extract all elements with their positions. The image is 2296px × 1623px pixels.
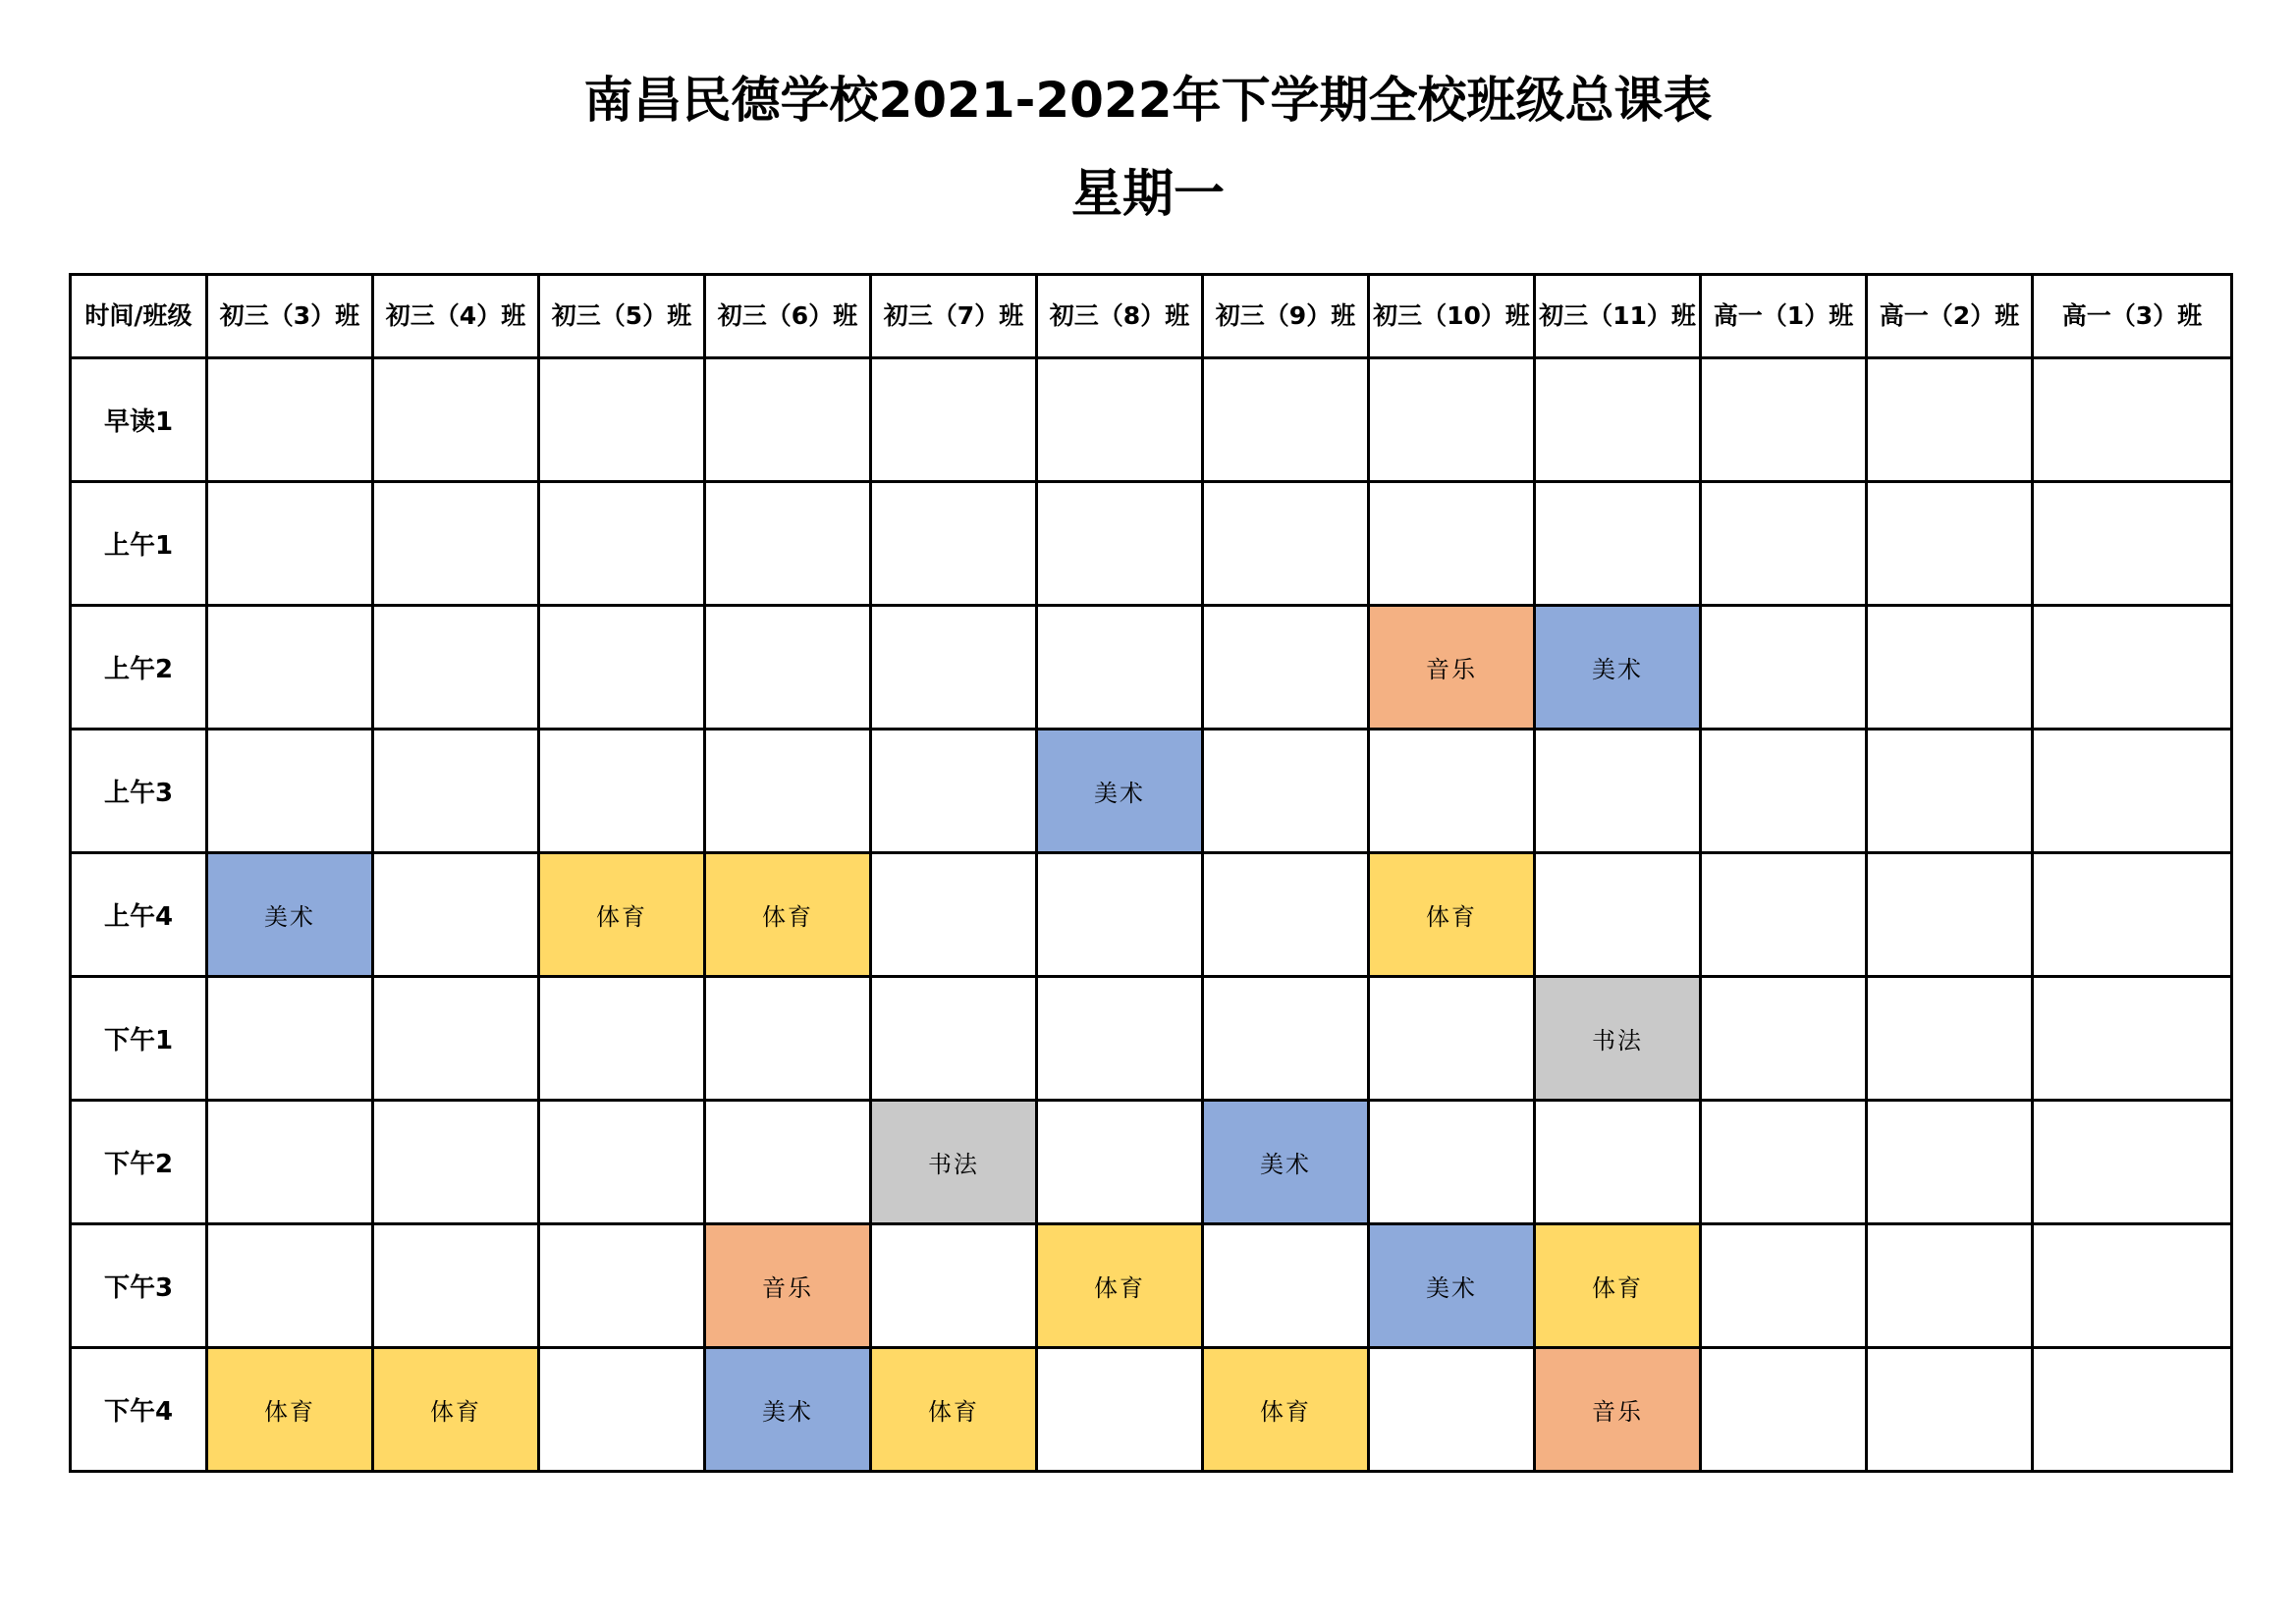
schedule-cell: 体育 — [705, 853, 871, 977]
corner-header: 时间/班级 — [71, 275, 207, 358]
schedule-cell — [1535, 358, 1701, 482]
period-label: 下午3 — [71, 1224, 207, 1348]
schedule-cell — [2033, 1348, 2232, 1472]
period-label: 下午1 — [71, 977, 207, 1101]
period-label: 上午1 — [71, 482, 207, 606]
schedule-cell — [207, 606, 373, 730]
schedule-cell — [539, 606, 705, 730]
schedule-cell — [373, 482, 539, 606]
schedule-cell — [705, 730, 871, 853]
schedule-cell — [1037, 1101, 1203, 1224]
period-row — [71, 1101, 2232, 1224]
schedule-cell — [871, 977, 1037, 1101]
schedule-cell — [1701, 1101, 1867, 1224]
schedule-cell — [871, 853, 1037, 977]
schedule-cell — [2033, 482, 2232, 606]
schedule-cell — [2033, 853, 2232, 977]
class-header: 高一（3）班 — [2033, 275, 2232, 358]
schedule-cell — [1701, 482, 1867, 606]
schedule-cell — [373, 730, 539, 853]
period-row — [71, 482, 2232, 606]
schedule-cell — [373, 358, 539, 482]
schedule-cell: 音乐 — [1535, 1348, 1701, 1472]
schedule-cell — [705, 606, 871, 730]
schedule-cell — [207, 358, 373, 482]
class-header: 初三（11）班 — [1535, 275, 1701, 358]
schedule-cell — [1037, 1348, 1203, 1472]
period-label: 上午3 — [71, 730, 207, 853]
schedule-cell: 美术 — [1037, 730, 1203, 853]
schedule-cell: 美术 — [1203, 1101, 1369, 1224]
schedule-cell — [207, 977, 373, 1101]
schedule-cell — [2033, 730, 2232, 853]
schedule-cell: 体育 — [1369, 853, 1535, 977]
schedule-cell: 体育 — [871, 1348, 1037, 1472]
schedule-cell — [1203, 358, 1369, 482]
class-header: 初三（4）班 — [373, 275, 539, 358]
header-row — [71, 275, 2232, 358]
schedule-cell — [1867, 1348, 2033, 1472]
schedule-cell — [1369, 482, 1535, 606]
schedule-cell: 美术 — [705, 1348, 871, 1472]
schedule-cell — [2033, 1101, 2232, 1224]
period-row — [71, 1348, 2232, 1472]
schedule-cell — [207, 482, 373, 606]
schedule-cell — [705, 977, 871, 1101]
schedule-cell — [539, 977, 705, 1101]
class-header: 初三（6）班 — [705, 275, 871, 358]
schedule-cell — [1701, 1224, 1867, 1348]
schedule-cell — [539, 482, 705, 606]
schedule-cell — [871, 1224, 1037, 1348]
schedule-cell: 书法 — [871, 1101, 1037, 1224]
schedule-cell: 体育 — [207, 1348, 373, 1472]
schedule-cell — [207, 730, 373, 853]
schedule-cell — [1701, 606, 1867, 730]
schedule-cell — [1535, 482, 1701, 606]
schedule-cell: 体育 — [1037, 1224, 1203, 1348]
period-row — [71, 853, 2232, 977]
schedule-cell: 体育 — [1203, 1348, 1369, 1472]
schedule-cell — [1867, 1101, 2033, 1224]
schedule-cell — [1867, 977, 2033, 1101]
schedule-cell — [1037, 606, 1203, 730]
schedule-cell — [1535, 730, 1701, 853]
schedule-cell — [373, 1101, 539, 1224]
schedule-cell — [2033, 977, 2232, 1101]
schedule-cell — [1701, 977, 1867, 1101]
schedule-cell — [539, 730, 705, 853]
schedule-cell — [1037, 853, 1203, 977]
schedule-cell — [2033, 606, 2232, 730]
timetable — [69, 273, 2233, 1473]
schedule-cell — [539, 358, 705, 482]
schedule-cell — [1203, 1224, 1369, 1348]
class-header: 高一（2）班 — [1867, 275, 2033, 358]
schedule-cell — [871, 358, 1037, 482]
class-header: 初三（5）班 — [539, 275, 705, 358]
class-header: 初三（7）班 — [871, 275, 1037, 358]
schedule-cell — [373, 606, 539, 730]
schedule-cell: 书法 — [1535, 977, 1701, 1101]
schedule-cell — [1701, 853, 1867, 977]
schedule-cell — [1535, 1101, 1701, 1224]
schedule-cell — [1203, 853, 1369, 977]
schedule-cell — [1867, 606, 2033, 730]
schedule-cell: 音乐 — [1369, 606, 1535, 730]
schedule-cell — [705, 358, 871, 482]
class-header: 初三（8）班 — [1037, 275, 1203, 358]
period-label: 上午2 — [71, 606, 207, 730]
schedule-cell: 体育 — [1535, 1224, 1701, 1348]
schedule-cell: 美术 — [1535, 606, 1701, 730]
schedule-cell — [1369, 1101, 1535, 1224]
period-row — [71, 977, 2232, 1101]
schedule-cell — [1369, 977, 1535, 1101]
period-row — [71, 730, 2232, 853]
schedule-cell — [1203, 730, 1369, 853]
day-title: 星期一 — [1070, 165, 1225, 224]
schedule-cell — [1037, 977, 1203, 1101]
schedule-cell: 美术 — [207, 853, 373, 977]
schedule-cell — [1535, 853, 1701, 977]
period-row — [71, 606, 2232, 730]
schedule-cell — [705, 482, 871, 606]
class-header: 初三（10）班 — [1369, 275, 1535, 358]
schedule-cell: 音乐 — [705, 1224, 871, 1348]
schedule-cell — [1203, 606, 1369, 730]
period-label: 上午4 — [71, 853, 207, 977]
period-row — [71, 358, 2232, 482]
schedule-cell — [1037, 358, 1203, 482]
schedule-cell — [539, 1101, 705, 1224]
schedule-cell — [539, 1224, 705, 1348]
schedule-cell — [871, 606, 1037, 730]
schedule-cell — [373, 1224, 539, 1348]
schedule-cell — [2033, 358, 2232, 482]
schedule-cell — [1369, 358, 1535, 482]
schedule-cell — [373, 977, 539, 1101]
schedule-cell — [1701, 358, 1867, 482]
schedule-cell — [871, 482, 1037, 606]
schedule-cell — [2033, 1224, 2232, 1348]
schedule-cell — [1867, 730, 2033, 853]
class-header: 初三（3）班 — [207, 275, 373, 358]
schedule-cell — [207, 1101, 373, 1224]
class-header: 初三（9）班 — [1203, 275, 1369, 358]
schedule-cell — [1867, 482, 2033, 606]
class-header: 高一（1）班 — [1701, 275, 1867, 358]
schedule-cell — [207, 1224, 373, 1348]
schedule-cell — [1867, 358, 2033, 482]
schedule-cell — [1203, 482, 1369, 606]
schedule-cell — [1701, 730, 1867, 853]
schedule-cell — [1369, 1348, 1535, 1472]
schedule-cell — [1867, 853, 2033, 977]
schedule-cell: 体育 — [539, 853, 705, 977]
schedule-cell — [1867, 1224, 2033, 1348]
schedule-cell — [373, 853, 539, 977]
schedule-cell — [1037, 482, 1203, 606]
schedule-cell: 体育 — [373, 1348, 539, 1472]
schedule-title: 南昌民德学校2021-2022年下学期全校班级总课表 — [583, 72, 1713, 129]
schedule-cell — [1369, 730, 1535, 853]
period-row — [71, 1224, 2232, 1348]
schedule-cell — [1203, 977, 1369, 1101]
schedule-cell — [539, 1348, 705, 1472]
period-label: 下午2 — [71, 1101, 207, 1224]
schedule-cell: 美术 — [1369, 1224, 1535, 1348]
schedule-cell — [1701, 1348, 1867, 1472]
schedule-cell — [705, 1101, 871, 1224]
schedule-cell — [871, 730, 1037, 853]
period-label: 下午4 — [71, 1348, 207, 1472]
period-label: 早读1 — [71, 358, 207, 482]
